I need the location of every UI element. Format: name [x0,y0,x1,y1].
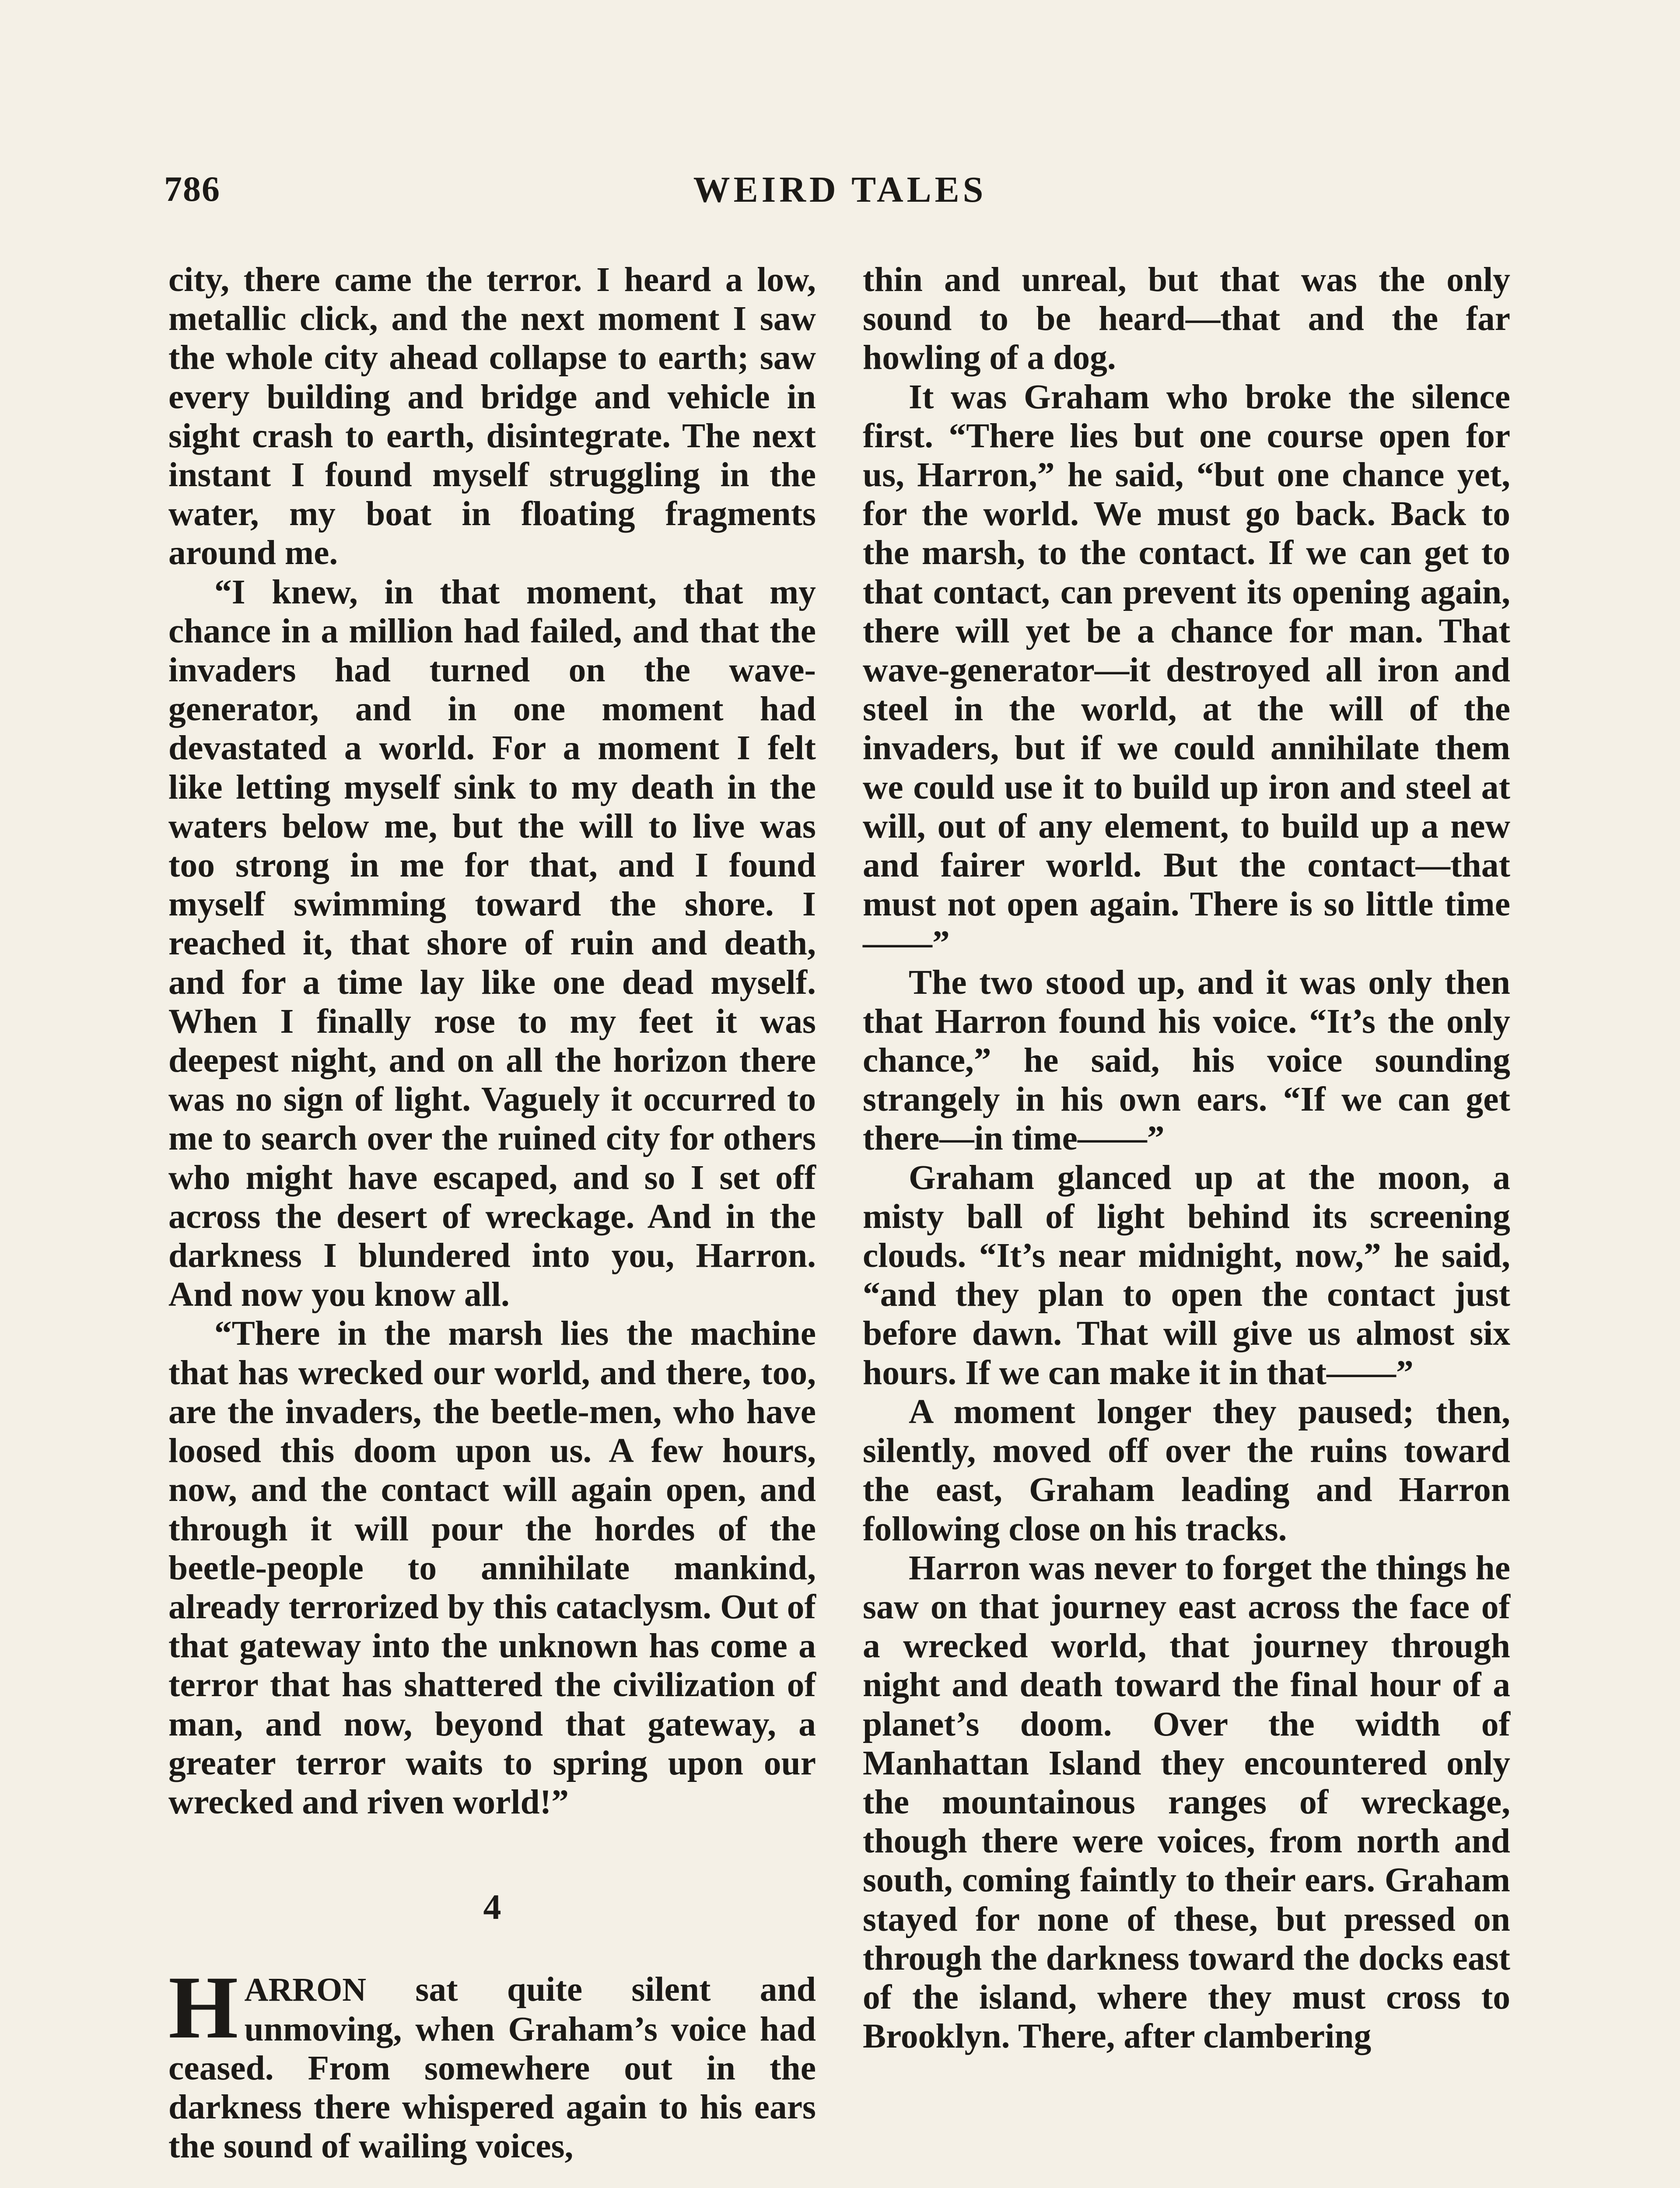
paragraph: The two stood up, and it was only then that Harron found his voice. “It’s the only chance,” he said, his voice sounding strangely in his own ears. “If we can get there—in time——” [863,963,1510,1158]
paragraph: “I knew, in that moment, that my chance in a million had failed, and that the invaders had turned on the wave-generator, and in one moment had devastated a world. For a moment I felt like letting myself sink to my death in the waters below me, but the will to live was too strong in me for that, and I found myself swimming toward the shore. I reached it, that shore of ruin and death, and for a time lay like one dead myself. When I finally rose to my feet it was deepest night, and on all the horizon there was no sign of light. Vaguely it occurred to me to search over the ruined city for others who might have escaped, and so I set off across the desert of wreckage. And in the darkness I blundered into you, Harron. And now you know all. [168,572,816,1314]
paragraph: It was Graham who broke the silence first. “There lies but one course open for us, Harron,” he said, “but one chance yet, for the world. We must go back. Back to the marsh, to the contact. If we can get to that contact, can prevent its opening again, there will yet be a chance for man. That wave-generator—it destroyed all iron and steel in the world, at the will of the invaders, but if we could annihilate them we could use it to build up iron and steel at will, out of any element, to build up a new and fairer world. But the contact—that must not open again. There is so little time——” [863,377,1510,963]
smallcaps-lead: ARRON [244,1971,367,2009]
paragraph: Harron was never to forget the things he saw on that journey east across the face of a wrecked world, that journey through night and death toward the final hour of a planet’s doom. Over the width of Manhattan Island they encountered only the mountainous ranges of wreckage, though there were voices, from north and south, coming faintly to their ears. Graham stayed for none of these, but pressed on through the darkness toward the docks east of the island, where they must cross to Brooklyn. There, after clambering [863,1548,1510,2056]
section-number: 4 [483,1887,501,1927]
running-head [164,168,1516,221]
magazine-title: WEIRD TALES [693,169,987,210]
paragraph: A moment longer they paused; then, silently, moved off over the ruins toward the east, Graham leading and Harron following close on his tracks. [863,1392,1510,1548]
right-column [863,260,1510,2056]
paragraph: Graham glanced up at the moon, a misty ball of light behind its screening clouds. “It’s near midnight, now,” he said, “and they plan to open the contact just before dawn. That will give us almost six hours. If we can make it in that——” [863,1158,1510,1392]
paragraph: “There in the marsh lies the machine that has wrecked our world, and there, too, are the invaders, the beetle-men, who have loosed this doom upon us. A few hours, now, and the contact will again open, and through it will pour the hordes of the beetle-people to annihilate mankind, already terrorized by this cataclysm. Out of that gateway into the unknown has come a terror that has shattered the civilization of man, and now, beyond that gateway, a greater terror waits to spring upon our wrecked and riven world!” [168,1314,816,1821]
page-number: 786 [164,169,220,209]
paragraph: city, there came the terror. I heard a low, metallic click, and the next moment I saw the whole city ahead collapse to earth; saw every building and bridge and vehicle in sight crash to earth, disintegrate. The next instant I found myself struggling in the water, my boat in floating fragments around me. [168,260,816,572]
left-column [168,260,816,2166]
opening-text: sat quite silent and unmoving, when Graham’s voice had ceased. From somewhere out in the darkness there whispered again to his ears the sound of wailing voices, [168,1970,816,2166]
drop-cap: H [168,1958,238,2058]
section-opening-paragraph [168,1958,816,2166]
paragraph: thin and unreal, but that was the only sound to be heard—that and the far howling of a dog. [863,260,1510,377]
